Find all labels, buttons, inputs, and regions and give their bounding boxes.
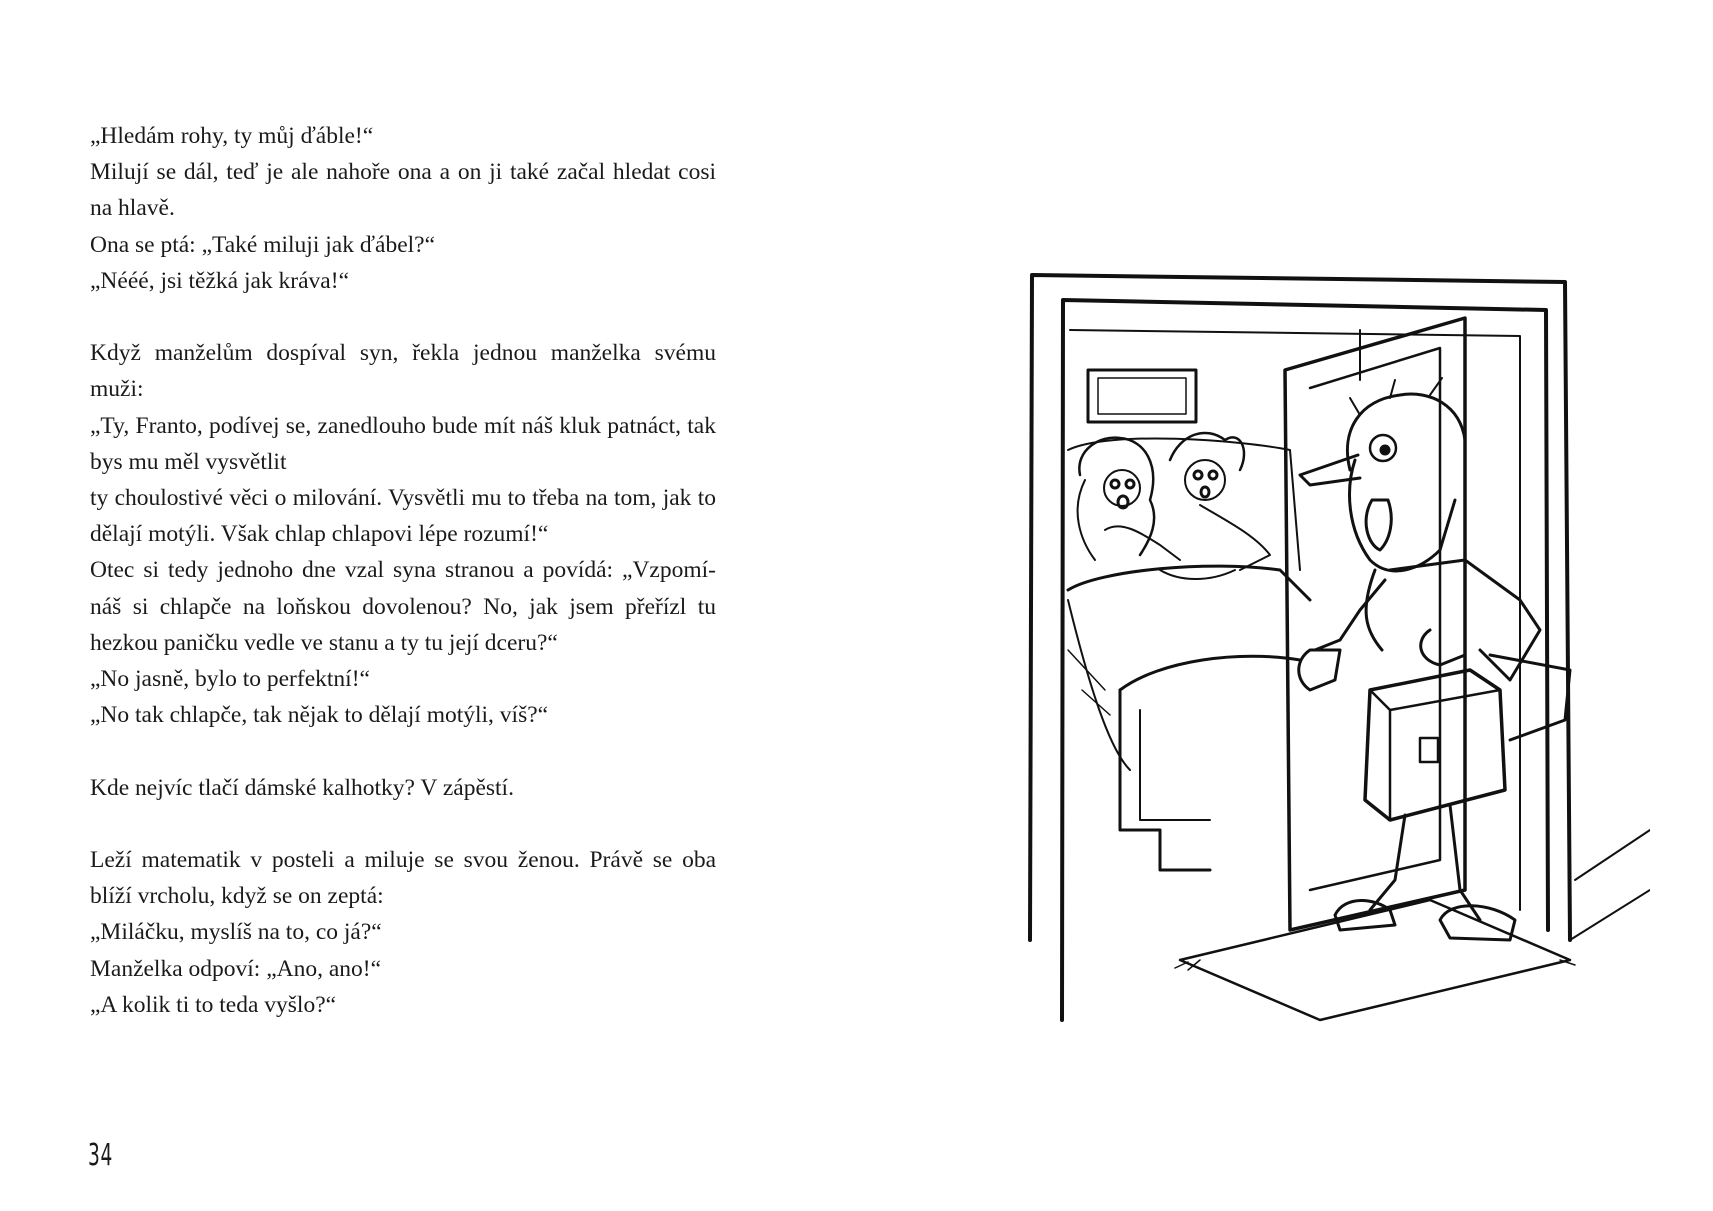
line: Manželka odpoví: „Ano, ano!“ xyxy=(90,955,382,982)
cartoon-illustration xyxy=(1010,270,1650,1030)
text-column xyxy=(90,118,716,1023)
line: Kde nejvíc tlačí dámské kalhotky? V zápěstí. xyxy=(90,774,514,801)
page-number: 34 xyxy=(88,1138,113,1173)
line: „Miláčku, myslíš na to, co já?“ xyxy=(90,919,382,946)
line: Leží matematik v posteli a miluje se svou ženou. Právě se oba blíží vrcholu, když se on zeptá: xyxy=(90,847,716,910)
line: „A kolik ti to teda vyšlo?“ xyxy=(90,991,337,1018)
line: ty choulostivé věci o milování. Vysvětli mu to třeba na tom, jak to dělají motýli. Však chlap chlapovi lépe rozumí!“ xyxy=(90,485,716,548)
line: Milují se dál, teď je ale nahoře ona a on ji také začal hledat cosi na hlavě. xyxy=(90,159,716,222)
paragraph-gap xyxy=(90,806,716,842)
paragraph-gap xyxy=(90,733,716,769)
line: „No tak chlapče, tak nějak to dělají motýli, víš?“ xyxy=(90,702,549,729)
line: Když manželům dospíval syn, řekla jednou manželka svému muži: xyxy=(90,340,716,403)
line: Otec si tedy jednoho dne vzal syna stranou a povídá: „Vzpomí-náš si chlapče na loňskou dovolenou? No, jak jsem přeřízl tu hezkou paničku vedle ve stanu a ty tu její dceru?“ xyxy=(90,557,716,656)
paragraph-gap xyxy=(90,299,716,335)
line: Ona se ptá: „Také miluji jak ďábel?“ xyxy=(90,231,436,258)
line: „No jasně, bylo to perfektní!“ xyxy=(90,666,370,693)
line: „Nééé, jsi těžká jak kráva!“ xyxy=(90,267,349,294)
line: „Ty, Franto, podívej se, zanedlouho bude mít náš kluk patnáct, tak bys mu měl vysvětlit xyxy=(90,412,716,475)
line: „Hledám rohy, ty můj ďáble!“ xyxy=(90,123,374,149)
